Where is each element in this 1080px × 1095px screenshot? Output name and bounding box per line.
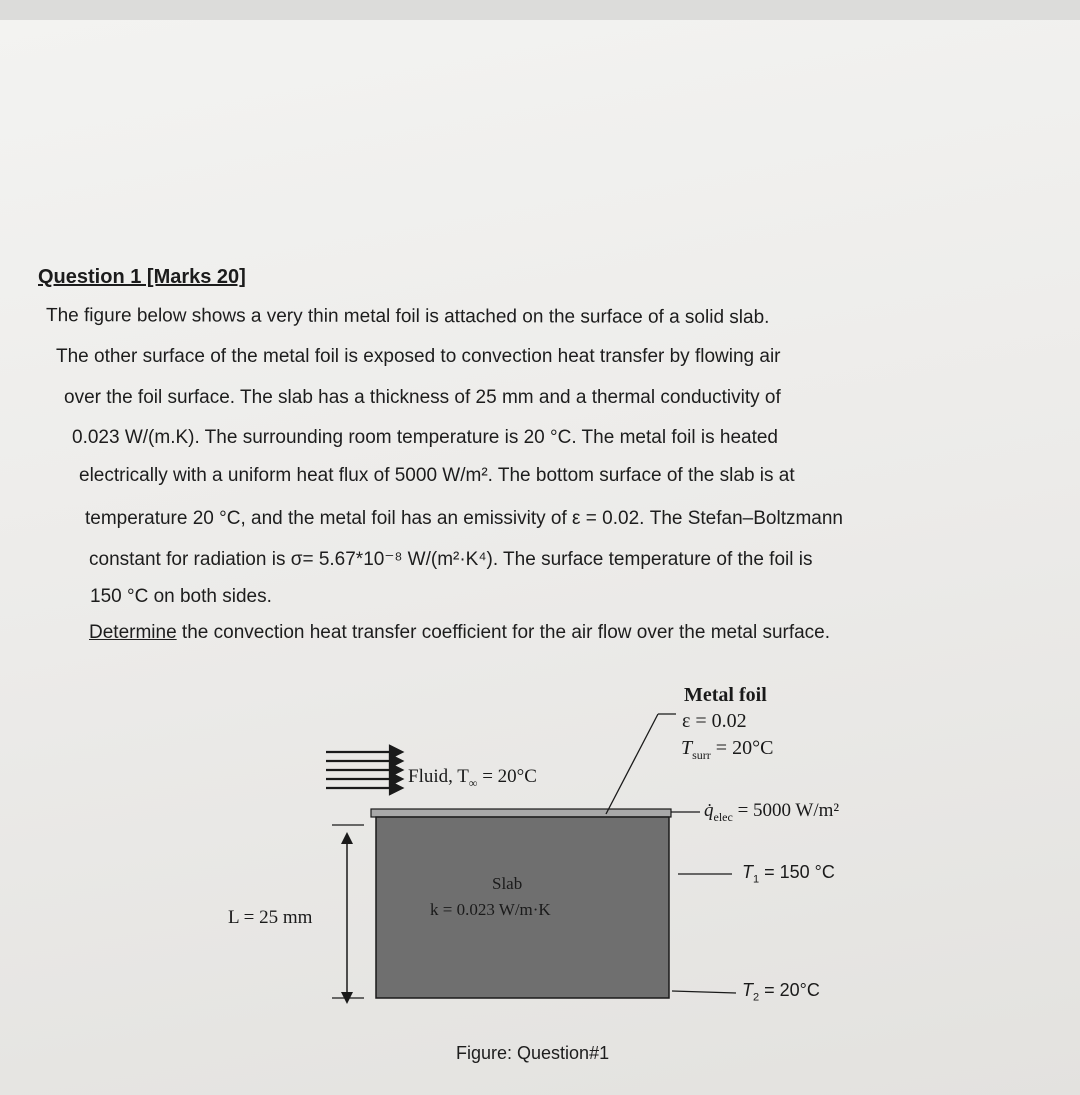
heat-transfer-figure bbox=[0, 660, 1080, 1080]
metal-foil-label: Metal foil bbox=[684, 684, 767, 706]
t2-label: $T_2 = 20^\circ C$ bbox=[742, 980, 820, 1004]
fluid-label: Fluid, $T_\infty = 20^\circ C$ bbox=[408, 766, 537, 790]
figure-caption: Figure: Question#1 bbox=[456, 1043, 610, 1063]
determine-word: Determine bbox=[89, 622, 177, 643]
question-line-1: The figure below shows a very thin metal foil is attached on the surface of a solid slab. bbox=[45, 305, 770, 328]
question-line-2: The other surface of the metal foil is exposed to convection heat transfer by flowing air bbox=[56, 346, 781, 367]
emissivity-label: ε = 0.02 bbox=[682, 710, 747, 732]
determine-text: the convection heat transfer coefficient for the air flow over the metal surface. bbox=[176, 622, 831, 643]
qelec-label: $q̇_{elec} = 5000$ W/m² bbox=[704, 800, 840, 824]
slab-conductivity-label: k = 0.023 W/m·K bbox=[430, 900, 551, 919]
metal-foil bbox=[371, 809, 671, 817]
question-line-7: constant for radiation is σ= 5.67*10⁻⁸ W/(m²·K⁴). The surface temperature of the foil is bbox=[89, 549, 813, 570]
question-line-3: over the foil surface. The slab has a thickness of 25 mm and a thermal conductivity of bbox=[64, 387, 781, 408]
question-title: Question 1 [Marks 20] bbox=[38, 266, 246, 288]
question-line-4: 0.023 W/(m.K). The surrounding room temperature is 20 °C. The metal foil is heated bbox=[72, 427, 778, 448]
question-line-8: 150 °C on both sides. bbox=[90, 586, 272, 607]
question-line-5: electrically with a uniform heat flux of 5000 W/m². The bottom surface of the slab is at bbox=[79, 465, 795, 486]
airflow-arrows bbox=[326, 746, 402, 794]
tsurr-label: $T_{surr} = 20^\circ C$ bbox=[681, 737, 774, 762]
figure-drawing bbox=[0, 660, 1080, 1080]
slab-label: Slab bbox=[492, 874, 523, 893]
determine-instruction bbox=[89, 622, 830, 644]
t2-leader-line bbox=[672, 991, 736, 993]
question-line-6: temperature 20 °C, and the metal foil has an emissivity of ε = 0.02. The Stefan–Boltzmann bbox=[85, 508, 843, 529]
foil-leader-line bbox=[606, 714, 658, 814]
t1-label: $T_1 = 150$ °C bbox=[742, 862, 835, 886]
thickness-label: L = 25 mm bbox=[228, 907, 313, 928]
